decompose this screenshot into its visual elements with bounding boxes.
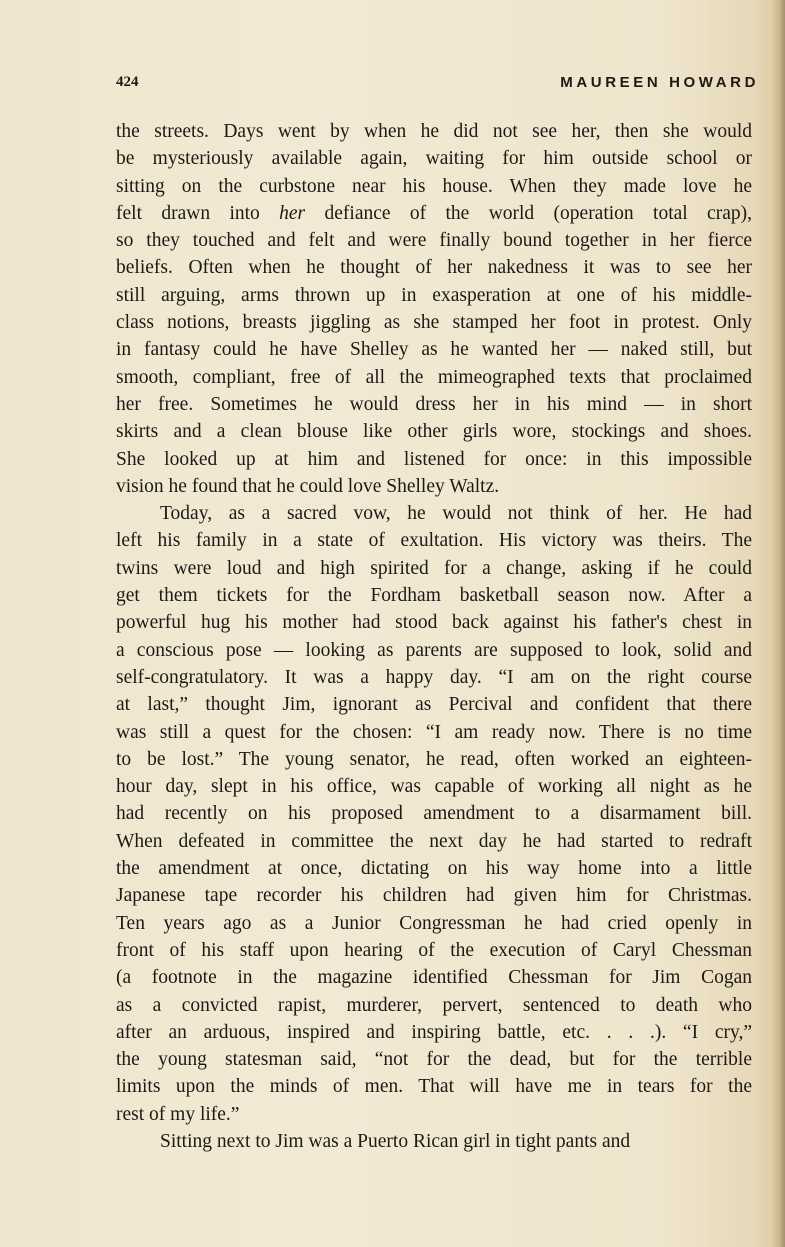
emphasis: her <box>279 202 306 224</box>
text-line: twins were loud and high spirited for a change, asking if he could <box>116 557 752 579</box>
paragraph <box>116 500 752 1128</box>
text-line: a conscious pose — looking as parents are supposed to look, solid and <box>116 639 752 661</box>
text-line: (a footnote in the magazine identified Chessman for Jim Cogan <box>116 967 752 989</box>
text-line: Ten years ago as a Junior Congressman he had cried openly in <box>116 912 752 934</box>
text-line: as a convicted rapist, murderer, pervert, sentenced to death who <box>116 994 752 1016</box>
text-line: front of his staff upon hearing of the execution of Caryl Chessman <box>116 939 752 961</box>
text-line: sitting on the curbstone near his house. When they made love he <box>116 175 752 197</box>
text-line: was still a quest for the chosen: “I am ready now. There is no time <box>116 721 752 743</box>
text-line: skirts and a clean blouse like other girls wore, stockings and shoes. <box>116 421 752 443</box>
paragraph <box>116 118 752 500</box>
text-line: Sitting next to Jim was a Puerto Rican girl in tight pants and <box>160 1130 631 1152</box>
text-line: at last,” thought Jim, ignorant as Percival and confident that there <box>116 694 752 716</box>
paragraph <box>116 1128 752 1155</box>
text-line: class notions, breasts jiggling as she stamped her foot in protest. Only <box>116 312 752 334</box>
text-line: felt drawn into her defiance of the world (operation total crap), <box>116 202 752 224</box>
text-line: left his family in a state of exultation. His victory was theirs. The <box>116 530 752 552</box>
text-line: rest of my life.” <box>116 1103 240 1125</box>
text-line: When defeated in committee the next day he had started to redraft <box>116 830 752 852</box>
text-line: the streets. Days went by when he did not see her, then she would <box>116 121 752 142</box>
page-header <box>116 74 781 98</box>
text-line: so they touched and felt and were finally bound together in her fierce <box>116 230 752 252</box>
text-line: hour day, slept in his office, was capable of working all night as he <box>116 776 752 798</box>
text-line: limits upon the minds of men. That will have me in tears for the <box>116 1076 752 1098</box>
page-edge-shadow <box>771 0 785 1247</box>
running-head: MAUREEN HOWARD <box>560 74 759 91</box>
text-line: vision he found that he could love Shelley Waltz. <box>116 475 500 497</box>
text-line: smooth, compliant, free of all the mimeographed texts that proclaimed <box>116 366 752 388</box>
text-line: had recently on his proposed amendment to a disarmament bill. <box>116 803 752 825</box>
body-text <box>116 118 752 1155</box>
text-line: She looked up at him and listened for once: in this impossible <box>116 448 752 470</box>
text-line: Today, as a sacred vow, he would not think of her. He had <box>160 503 752 525</box>
text-line: the young statesman said, “not for the dead, but for the terrible <box>116 1049 752 1071</box>
text-line: beliefs. Often when he thought of her nakedness it was to see her <box>116 257 752 279</box>
text-line: Japanese tape recorder his children had given him for Christmas. <box>116 885 752 907</box>
text-line: her free. Sometimes he would dress her in his mind — in short <box>116 393 752 415</box>
page-number: 424 <box>116 74 139 90</box>
text-line: get them tickets for the Fordham basketball season now. After a <box>116 585 752 607</box>
text-line: be mysteriously available again, waiting for him outside school or <box>116 148 752 170</box>
text-line: self-congratulatory. It was a happy day. “I am on the right course <box>116 666 752 688</box>
text-line: after an arduous, inspired and inspiring battle, etc. . . .). “I cry,” <box>116 1021 752 1043</box>
text-line: in fantasy could he have Shelley as he wanted her — naked still, but <box>116 339 752 361</box>
text-line: powerful hug his mother had stood back against his father's chest in <box>116 612 752 634</box>
text-line: still arguing, arms thrown up in exasperation at one of his middle- <box>116 284 752 306</box>
text-line: the amendment at once, dictating on his way home into a little <box>116 858 752 880</box>
text-line: to be lost.” The young senator, he read, often worked an eighteen- <box>116 748 752 770</box>
